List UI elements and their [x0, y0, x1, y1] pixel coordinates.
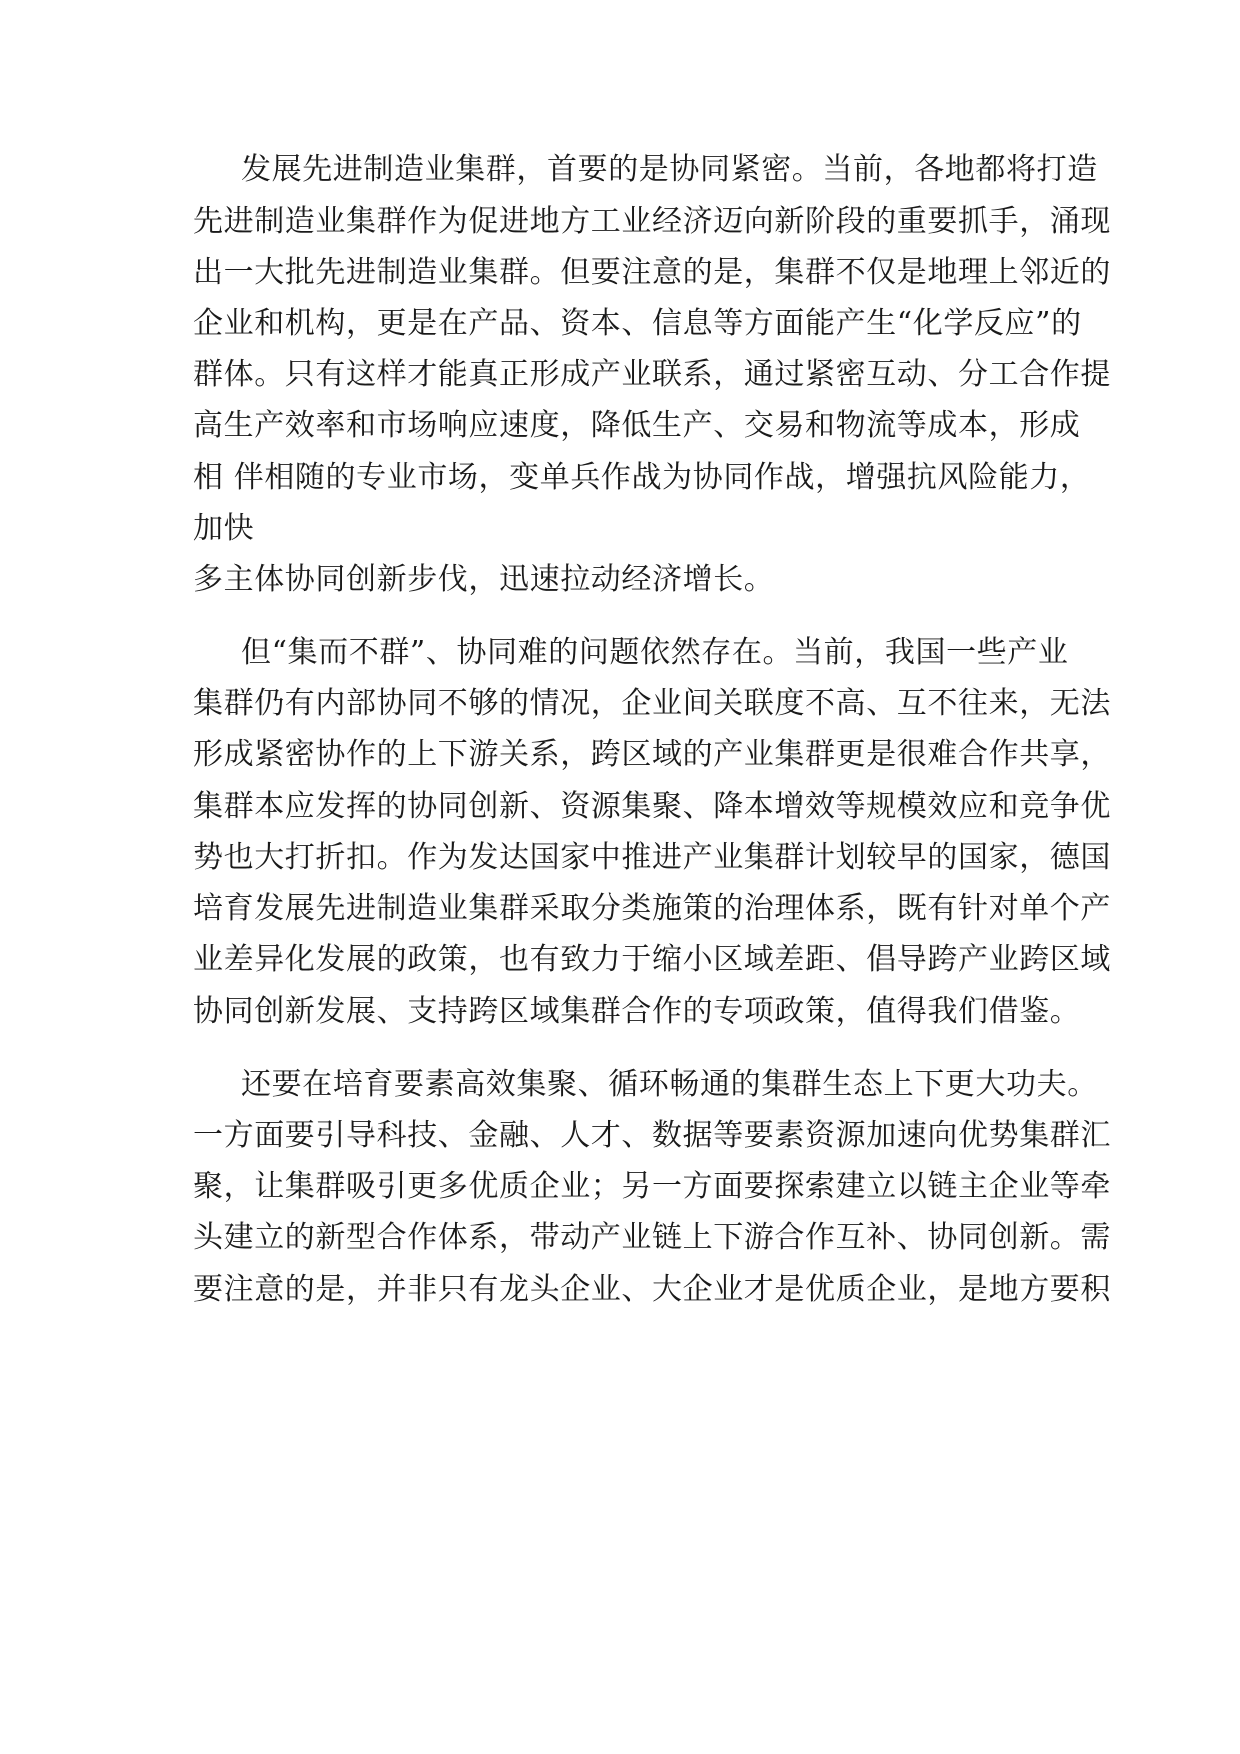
text-line: 还要在培育要素高效集聚、循环畅通的集群生态上下更大功夫。: [241, 1067, 1098, 1102]
text-line: 集群仍有内部协同不够的情况，企业间关联度不高、互不往来，无法: [193, 686, 1111, 721]
text-line: 但“集而不群”、协同难的问题依然存在。当前，我国一些产业: [241, 635, 1069, 670]
text-line: 加快: [193, 511, 255, 546]
text-line: 多主体协同创新步伐，迅速拉动经济增长。: [193, 562, 775, 597]
text-line: 相 伴相随的专业市场，变单兵作战为协同作战，增强抗风险能力，: [193, 460, 1091, 495]
text-line: 协同创新发展、支持跨区域集群合作的专项政策，值得我们借鉴。: [193, 994, 1081, 1029]
text-line: 发展先进制造业集群，首要的是协同紧密。当前，各地都将打造: [241, 152, 1098, 187]
text-line: 聚，让集群吸引更多优质企业；另一方面要探索建立以链主企业等牵: [193, 1169, 1111, 1204]
text-line: 群体。只有这样才能真正形成产业联系，通过紧密互动、分工合作提: [193, 357, 1111, 392]
text-line: 企业和机构，更是在产品、资本、信息等方面能产生“化学反应”的: [193, 306, 1082, 341]
text-line: 形成紧密协作的上下游关系，跨区域的产业集群更是很难合作共享，: [193, 737, 1111, 772]
text-line: 势也大打折扣。作为发达国家中推进产业集群计划较早的国家，德国: [193, 840, 1111, 875]
text-line: 要注意的是，并非只有龙头企业、大企业才是优质企业，是地方要积: [193, 1272, 1111, 1307]
text-line: 高生产效率和市场响应速度，降低生产、交易和物流等成本，形成: [193, 408, 1081, 443]
text-line: 业差异化发展的政策，也有致力于缩小区域差距、倡导跨产业跨区域: [193, 942, 1111, 977]
text-line: 先进制造业集群作为促进地方工业经济迈向新阶段的重要抓手，涌现: [193, 204, 1111, 239]
text-line: 出一大批先进制造业集群。但要注意的是，集群不仅是地理上邻近的: [193, 255, 1111, 290]
text-line: 集群本应发挥的协同创新、资源集聚、降本增效等规模效应和竞争优: [193, 789, 1111, 824]
text-line: 一方面要引导科技、金融、人才、数据等要素资源加速向优势集群汇: [193, 1118, 1111, 1153]
text-line: 培育发展先进制造业集群采取分类施策的治理体系，既有针对单个产: [193, 891, 1111, 926]
text-line: 头建立的新型合作体系，带动产业链上下游合作互补、协同创新。需: [193, 1220, 1111, 1255]
